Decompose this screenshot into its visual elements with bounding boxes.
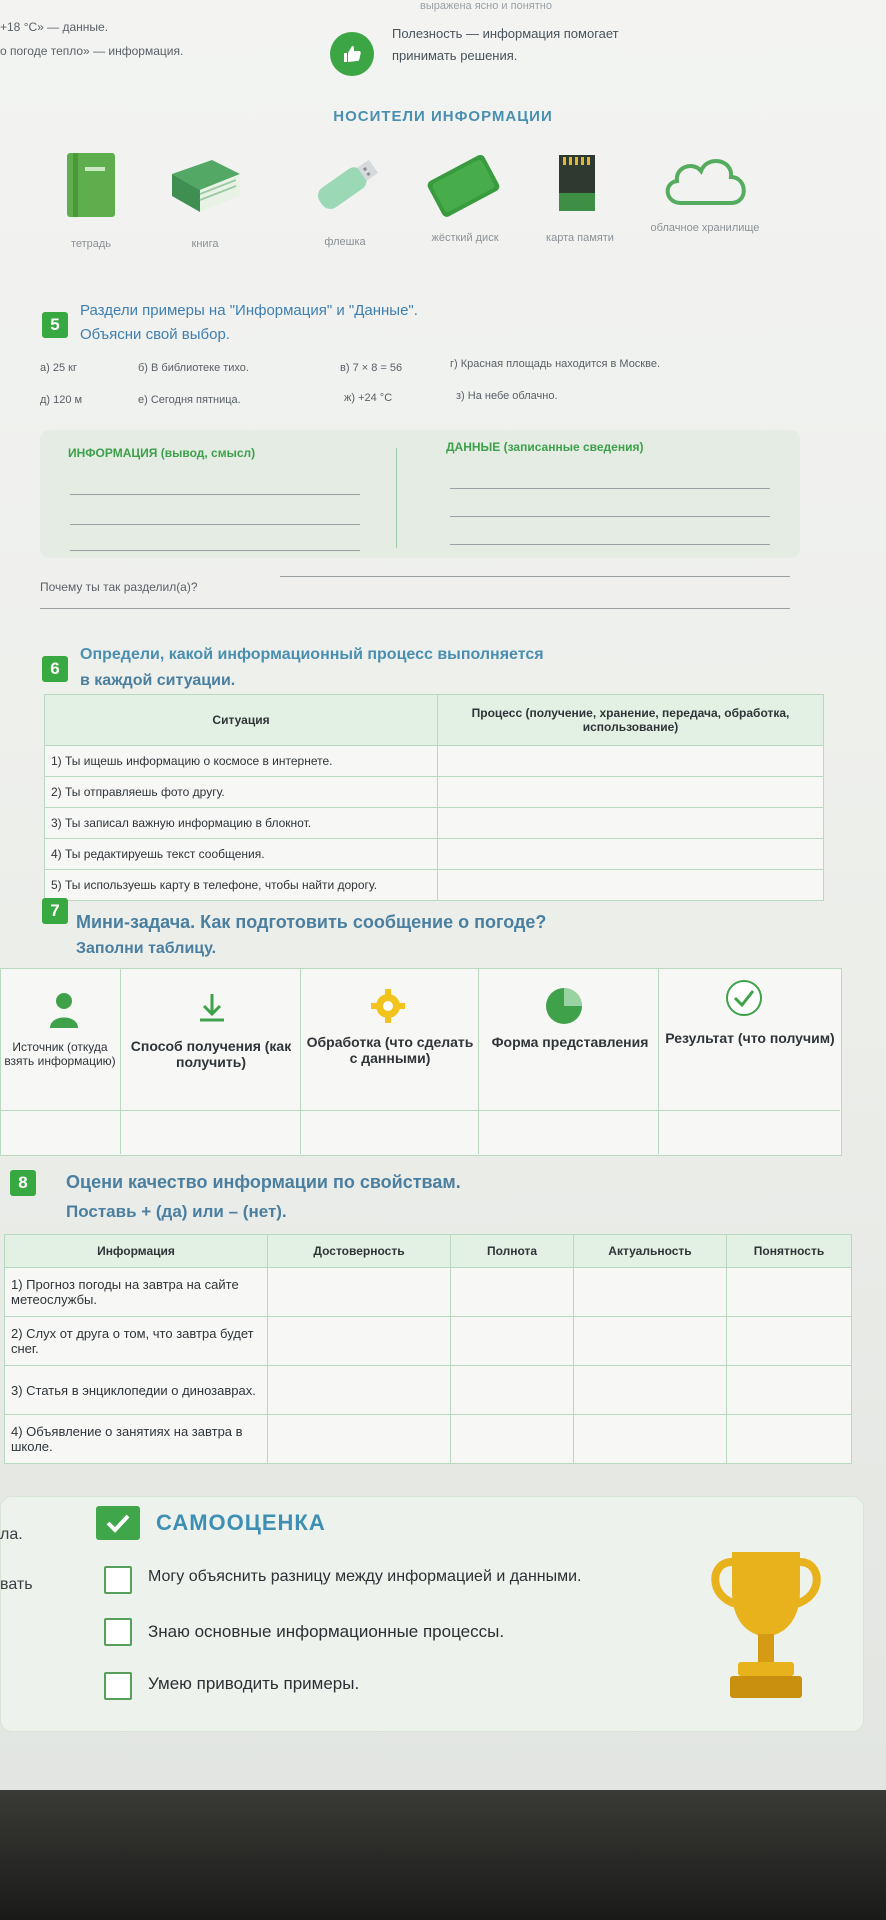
task5-example-e: е) Сегодня пятница. <box>138 394 241 406</box>
gear-icon <box>368 986 408 1026</box>
task7-title: Мини-задача. Как подготовить сообщение о погоде? <box>76 912 547 932</box>
side-fragment-1: ла. <box>0 1526 23 1543</box>
task7-col-source: Источник (откуда взять информацию) <box>4 1040 116 1068</box>
task8-answer-cell[interactable] <box>574 1415 727 1464</box>
task6-answer-cell[interactable] <box>438 746 824 777</box>
task6-row-situation: 3) Ты записал важную информацию в блокнот. <box>45 808 438 839</box>
task5-example-z: з) На небе облачно. <box>456 390 558 402</box>
task8-answer-cell[interactable] <box>574 1366 727 1415</box>
carrier-label-cloud: облачное хранилище <box>650 222 760 234</box>
checkmark-icon <box>96 1506 140 1540</box>
task6-row-situation: 4) Ты редактируешь текст сообщения. <box>45 839 438 870</box>
self-item-1: Могу объяснить разницу между информацией и данными. <box>148 1568 582 1585</box>
task7-col-result: Результат (что получим) <box>665 1030 835 1046</box>
carrier-label-book: книга <box>191 238 219 250</box>
carriers-title: НОСИТЕЛИ ИНФОРМАЦИИ <box>333 108 553 125</box>
task8-row-info: 1) Прогноз погоды на завтра на сайте метеослужбы. <box>5 1268 268 1317</box>
task6-header-process: Процесс (получение, хранение, передача, обработка, использование) <box>438 695 824 746</box>
carrier-label-hard-disk: жёсткий диск <box>431 232 499 244</box>
book-icon <box>165 150 245 220</box>
carrier-label-notebook: тетрадь <box>70 238 112 250</box>
pie-chart-icon <box>542 984 586 1028</box>
answer-line[interactable] <box>70 524 360 525</box>
task8-answer-cell[interactable] <box>268 1268 451 1317</box>
flash-drive-icon <box>300 150 390 220</box>
trophy-icon <box>696 1540 836 1710</box>
task7-col-divider <box>658 968 659 1154</box>
task8-table <box>4 1234 852 1464</box>
answer-line[interactable] <box>40 608 790 609</box>
self-check-3[interactable] <box>104 1672 132 1700</box>
task5-example-zh: ж) +24 °C <box>344 392 393 404</box>
task7-col-divider <box>478 968 479 1154</box>
side-fragment-2: вать <box>0 1576 33 1593</box>
person-icon <box>46 990 82 1030</box>
task8-answer-cell[interactable] <box>574 1317 727 1366</box>
task8-header: Достоверность <box>268 1235 451 1268</box>
task5-subtitle: Объясни свой выбор. <box>80 326 230 343</box>
task5-title: Раздели примеры на "Информация" и "Данные". <box>80 302 418 319</box>
task8-answer-cell[interactable] <box>268 1415 451 1464</box>
task6-header-situation: Ситуация <box>45 695 438 746</box>
task6-answer-cell[interactable] <box>438 839 824 870</box>
task6-answer-cell[interactable] <box>438 870 824 901</box>
task5-example-v: в) 7 × 8 = 56 <box>340 362 403 374</box>
task6-title: Определи, какой информационный процесс выполняется <box>80 646 544 663</box>
task8-answer-cell[interactable] <box>451 1415 574 1464</box>
self-check-2[interactable] <box>104 1618 132 1646</box>
task5-col-data: ДАННЫЕ (записанные сведения) <box>446 440 644 454</box>
task5-col-info: ИНФОРМАЦИЯ (вывод, смысл) <box>68 446 256 460</box>
task7-col-divider <box>300 968 301 1154</box>
download-icon <box>192 988 232 1028</box>
answer-line[interactable] <box>450 544 770 545</box>
task8-number: 8 <box>10 1170 36 1196</box>
task8-answer-cell[interactable] <box>451 1317 574 1366</box>
task8-answer-cell[interactable] <box>727 1317 852 1366</box>
task8-header: Полнота <box>451 1235 574 1268</box>
task8-subtitle: Поставь + (да) или – (нет). <box>66 1202 287 1221</box>
answer-line[interactable] <box>450 516 770 517</box>
task5-number: 5 <box>42 312 68 338</box>
answer-line[interactable] <box>70 494 360 495</box>
task6-title2: в каждой ситуации. <box>80 672 236 689</box>
notebook-icon <box>62 150 120 220</box>
task6-number: 6 <box>42 656 68 682</box>
answer-line[interactable] <box>280 576 790 577</box>
task8-answer-cell[interactable] <box>727 1366 852 1415</box>
task7-col-form: Форма представления <box>491 1034 649 1050</box>
header-right-line1: Полезность — информация помогает <box>392 26 619 41</box>
thumbs-up-icon <box>330 32 374 76</box>
task5-example-a: а) 25 кг <box>40 362 77 374</box>
task8-header: Информация <box>5 1235 268 1268</box>
task7-number: 7 <box>42 898 68 924</box>
carrier-label-flash-drive: флешка <box>324 236 366 248</box>
task8-row-info: 3) Статья в энциклопедии о динозаврах. <box>5 1366 268 1415</box>
self-item-2: Знаю основные информационные процессы. <box>148 1622 505 1641</box>
task8-answer-cell[interactable] <box>727 1415 852 1464</box>
hard-disk-icon <box>418 148 508 222</box>
task6-row-situation: 1) Ты ищешь информацию о космосе в интернете. <box>45 746 438 777</box>
answer-line[interactable] <box>70 550 360 551</box>
task7-col-divider <box>120 968 121 1154</box>
task5-divider <box>396 448 397 548</box>
self-check-1[interactable] <box>104 1566 132 1594</box>
memory-card-icon <box>555 152 599 214</box>
task5-example-g: г) Красная площадь находится в Москве. <box>450 358 661 370</box>
header-right-tiny: выражена ясно и понятно <box>420 0 552 12</box>
cloud-icon <box>655 146 755 216</box>
task8-header: Понятность <box>727 1235 852 1268</box>
task8-header: Актуальность <box>574 1235 727 1268</box>
task6-row-situation: 2) Ты отправляешь фото другу. <box>45 777 438 808</box>
task8-answer-cell[interactable] <box>727 1268 852 1317</box>
task6-answer-cell[interactable] <box>438 777 824 808</box>
task8-row-info: 4) Объявление о занятиях на завтра в школе. <box>5 1415 268 1464</box>
task8-answer-cell[interactable] <box>268 1366 451 1415</box>
header-left-line1: +18 °C» — данные. <box>0 20 109 34</box>
task6-answer-cell[interactable] <box>438 808 824 839</box>
carrier-label-memory-card: карта памяти <box>546 232 614 244</box>
task8-title: Оцени качество информации по свойствам. <box>66 1172 461 1192</box>
task6-row-situation: 5) Ты используешь карту в телефоне, чтобы найти дорогу. <box>45 870 438 901</box>
task8-row-info: 2) Слух от друга о том, что завтра будет снег. <box>5 1317 268 1366</box>
task7-col-processing: Обработка (что сделать с данными) <box>306 1034 474 1066</box>
header-right-line2: принимать решения. <box>392 48 518 63</box>
task6-table <box>44 694 824 901</box>
self-assessment-title: САМООЦЕНКА <box>156 1510 326 1535</box>
task8-answer-cell[interactable] <box>268 1317 451 1366</box>
task7-col-method: Способ получения (как получить) <box>130 1038 292 1070</box>
self-item-3: Умею приводить примеры. <box>148 1674 360 1693</box>
task5-question: Почему ты так разделил(а)? <box>40 580 198 594</box>
task8-answer-cell[interactable] <box>574 1268 727 1317</box>
task8-answer-cell[interactable] <box>451 1366 574 1415</box>
header-left-line2: о погоде тепло» — информация. <box>0 44 184 58</box>
table-surface <box>0 1790 886 1920</box>
task5-example-d: д) 120 м <box>40 394 83 406</box>
task5-example-b: б) В библиотеке тихо. <box>138 362 249 374</box>
task8-answer-cell[interactable] <box>451 1268 574 1317</box>
task7-subtitle: Заполни таблицу. <box>76 940 217 957</box>
task7-row-divider <box>0 1110 840 1111</box>
answer-line[interactable] <box>450 488 770 489</box>
check-circle-icon <box>722 976 766 1020</box>
